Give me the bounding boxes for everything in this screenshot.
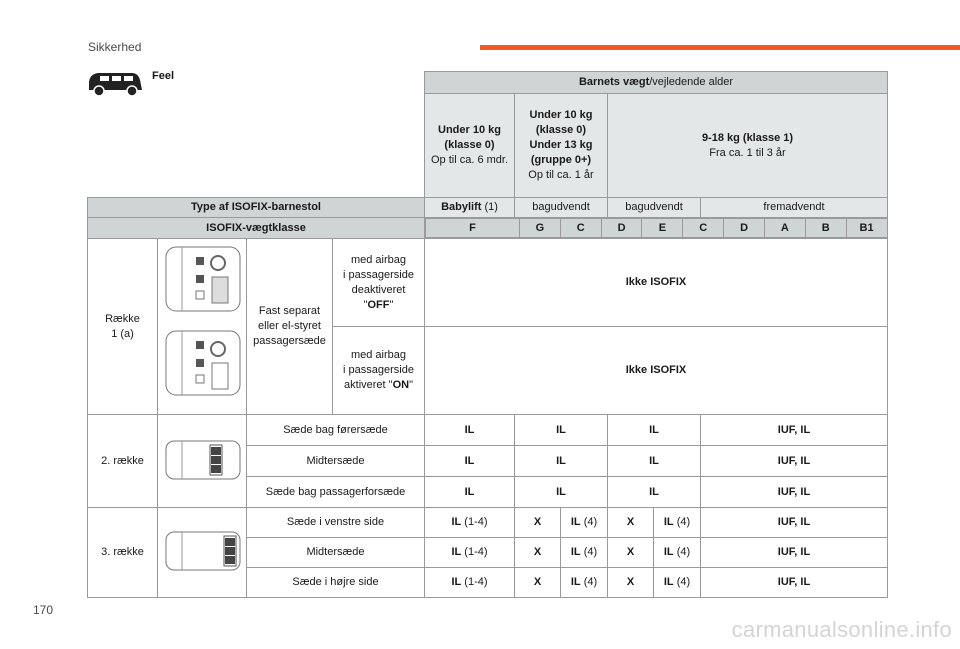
row2-seat-middle: Midtersæde bbox=[247, 446, 425, 477]
row2-seat-driver-side-front: IUF, IL bbox=[701, 415, 888, 446]
row3-seat-left: Sæde i venstre side bbox=[247, 508, 425, 538]
row3-seat-left-front: IUF, IL bbox=[701, 508, 888, 538]
row2-seat-driver-side-babylift: IL bbox=[425, 415, 515, 446]
third-row-diagram-icon bbox=[160, 520, 244, 580]
group-0plus-header: Under 10 kg (klasse 0) Under 13 kg (gruppe 0+) Op til ca. 1 år bbox=[515, 94, 608, 198]
class-d-2: D bbox=[724, 219, 765, 238]
page-number: 170 bbox=[33, 603, 54, 617]
class-a: A bbox=[764, 219, 805, 238]
not-isofix-off: Ikke ISOFIX bbox=[425, 239, 888, 327]
row3-seat-right-x1: X bbox=[515, 568, 561, 598]
row2-seat-driver-side-rear2: IL bbox=[608, 415, 701, 446]
car-top-view-on-icon bbox=[166, 331, 240, 395]
row3-seat-middle-il2: IL (4) bbox=[561, 538, 608, 568]
isofix-class-label: ISOFIX-vægtklasse bbox=[88, 218, 425, 239]
row1-diagram bbox=[158, 239, 247, 415]
class-b: B bbox=[805, 219, 846, 238]
group-1-header: 9-18 kg (klasse 1) Fra ca. 1 til 3 år bbox=[608, 94, 888, 198]
vehicle-version-label: Feel bbox=[152, 70, 175, 82]
row2-seat-driver-side-rear1: IL bbox=[515, 415, 608, 446]
row2-seat-middle-front: IUF, IL bbox=[701, 446, 888, 477]
section-accent-bar bbox=[480, 45, 960, 50]
front-seat-diagram-icon bbox=[160, 239, 244, 409]
car-top-view-off-icon bbox=[166, 247, 240, 311]
class-b1: B1 bbox=[846, 219, 887, 238]
row2-label: 2. række bbox=[88, 415, 158, 508]
orientation-front: fremadvendt bbox=[701, 198, 888, 218]
row3-seat-middle-babylift: IL (1-4) bbox=[425, 538, 515, 568]
group-0-header: Under 10 kg (klasse 0) Op til ca. 6 mdr. bbox=[425, 94, 515, 198]
class-g: G bbox=[520, 219, 561, 238]
row2-seat-driver-side: Sæde bag førersæde bbox=[247, 415, 425, 446]
row3-seat-left-x2: X bbox=[608, 508, 654, 538]
row2-diagram bbox=[158, 415, 247, 508]
babylift-cell: Babylift (1) bbox=[425, 198, 515, 218]
row2-seat-passenger-side-front: IUF, IL bbox=[701, 477, 888, 508]
row3-label: 3. række bbox=[88, 508, 158, 598]
section-title: Sikkerhed bbox=[88, 40, 142, 54]
row3-seat-left-il3: IL (4) bbox=[654, 508, 701, 538]
row3-seat-middle-il3: IL (4) bbox=[654, 538, 701, 568]
orientation-rear-2: bagudvendt bbox=[608, 198, 701, 218]
class-d: D bbox=[601, 219, 642, 238]
row2-seat-passenger-side-rear1: IL bbox=[515, 477, 608, 508]
isofix-type-label: Type af ISOFIX-barnestol bbox=[88, 198, 425, 218]
isofix-table bbox=[87, 71, 888, 598]
row3-seat-left-il2: IL (4) bbox=[561, 508, 608, 538]
row3-seat-right-front: IUF, IL bbox=[701, 568, 888, 598]
row2-seat-middle-babylift: IL bbox=[425, 446, 515, 477]
watermark: carmanualsonline.info bbox=[731, 617, 952, 642]
class-e: E bbox=[642, 219, 683, 238]
class-c: C bbox=[560, 219, 601, 238]
row3-seat-left-babylift: IL (1-4) bbox=[425, 508, 515, 538]
row2-seat-middle-rear2: IL bbox=[608, 446, 701, 477]
row3-seat-left-x1: X bbox=[515, 508, 561, 538]
class-c-2: C bbox=[683, 219, 724, 238]
row3-seat-right-babylift: IL (1-4) bbox=[425, 568, 515, 598]
row2-seat-passenger-side-rear2: IL bbox=[608, 477, 701, 508]
class-f: F bbox=[426, 219, 520, 238]
not-isofix-on: Ikke ISOFIX bbox=[425, 327, 888, 415]
row3-seat-right-il2: IL (4) bbox=[561, 568, 608, 598]
row3-seat-middle: Midtersæde bbox=[247, 538, 425, 568]
row1-seat-type: Fast separat eller el-styret passagersæde bbox=[247, 239, 333, 415]
row2-seat-passenger-side: Sæde bag passagerforsæde bbox=[247, 477, 425, 508]
airbag-off-cell: med airbag i passagerside deaktiveret "OFF" bbox=[333, 239, 425, 327]
row2-seat-passenger-side-babylift: IL bbox=[425, 477, 515, 508]
row3-seat-right-x2: X bbox=[608, 568, 654, 598]
row1-label: Række 1 (a) bbox=[88, 239, 158, 415]
row3-seat-middle-x2: X bbox=[608, 538, 654, 568]
weight-header: Barnets vægt/vejledende alder bbox=[425, 72, 888, 94]
second-row-diagram-icon bbox=[160, 429, 244, 489]
airbag-on-cell: med airbag i passagerside aktiveret "ON" bbox=[333, 327, 425, 415]
row3-seat-middle-x1: X bbox=[515, 538, 561, 568]
row3-seat-middle-front: IUF, IL bbox=[701, 538, 888, 568]
row3-diagram bbox=[158, 508, 247, 598]
row3-seat-right: Sæde i højre side bbox=[247, 568, 425, 598]
orientation-rear-1: bagudvendt bbox=[515, 198, 608, 218]
row2-seat-middle-rear1: IL bbox=[515, 446, 608, 477]
row3-seat-right-il3: IL (4) bbox=[654, 568, 701, 598]
